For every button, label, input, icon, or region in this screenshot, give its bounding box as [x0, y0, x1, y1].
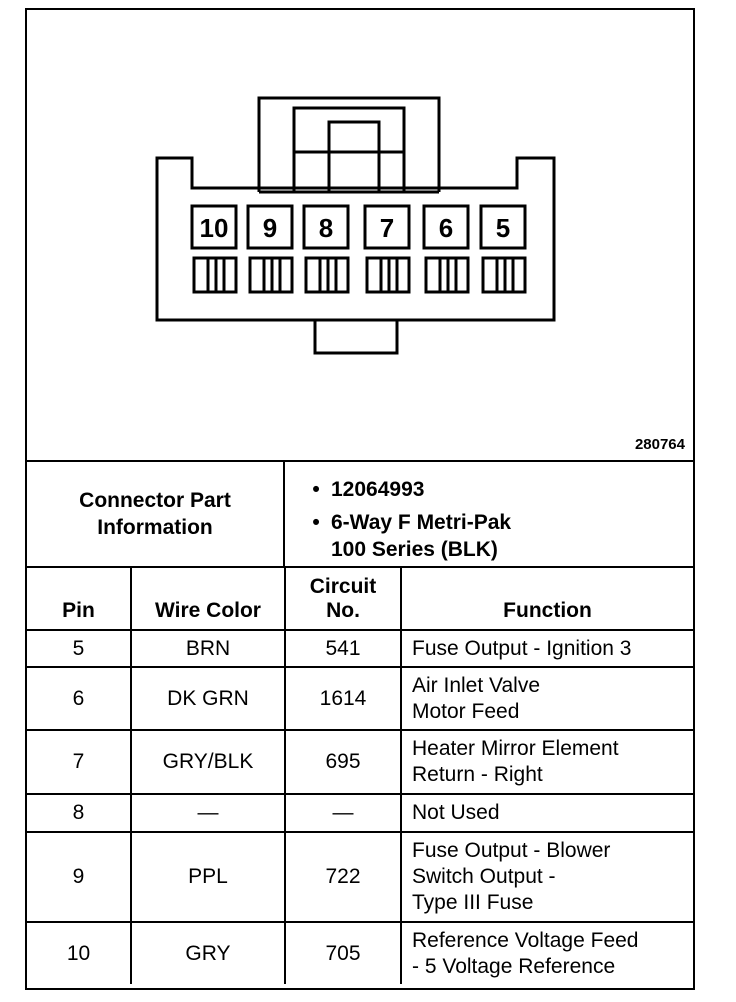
pin-cavity-10 — [192, 206, 236, 292]
circuit-cell: — — [285, 794, 401, 832]
pin-cell: 5 — [27, 630, 131, 667]
connector-info-values — [287, 476, 687, 569]
pin-cavity-6 — [424, 206, 468, 292]
wire-color-cell: DK GRN — [131, 667, 285, 730]
header-circuit: Circuit No. — [285, 568, 401, 630]
connector-diagram — [27, 10, 693, 462]
pin-label: 9 — [262, 213, 278, 243]
pin-table — [27, 568, 693, 984]
table-row — [27, 922, 693, 984]
pin-cavity-7 — [365, 206, 409, 292]
table-row — [27, 794, 693, 832]
function-cell: Heater Mirror Element Return - Right — [401, 730, 693, 794]
connector-part-info — [27, 462, 693, 568]
circuit-cell: 1614 — [285, 667, 401, 730]
table-row — [27, 832, 693, 922]
circuit-cell: 722 — [285, 832, 401, 922]
pin-label: 6 — [438, 213, 454, 243]
bullet-icon: • — [312, 478, 320, 501]
wire-color-cell: GRY/BLK — [131, 730, 285, 794]
pin-cell: 7 — [27, 730, 131, 794]
part-number: 12064993 — [331, 478, 425, 501]
part-number-item — [287, 476, 687, 503]
function-cell: Fuse Output - Blower Switch Output - Type III Fuse — [401, 832, 693, 922]
pin-label: 8 — [318, 213, 334, 243]
table-row — [27, 730, 693, 794]
pin-cell: 9 — [27, 832, 131, 922]
pin-cell: 10 — [27, 922, 131, 984]
connector-key — [315, 320, 397, 353]
circuit-cell: 541 — [285, 630, 401, 667]
header-wire-color: Wire Color — [131, 568, 285, 630]
connector-type: 6-Way F Metri-Pak 100 Series (BLK) — [331, 511, 512, 561]
bullet-icon: • — [312, 511, 320, 534]
pin-cavity-5 — [481, 206, 525, 292]
function-cell: Not Used — [401, 794, 693, 832]
table-header-row — [27, 568, 693, 630]
pin-label: 5 — [495, 213, 511, 243]
pin-label: 7 — [379, 213, 395, 243]
connector-latch — [259, 98, 439, 192]
function-cell: Fuse Output - Ignition 3 — [401, 630, 693, 667]
connector-sheet — [25, 8, 695, 990]
header-function: Function — [401, 568, 693, 630]
table-row — [27, 630, 693, 667]
circuit-cell: 695 — [285, 730, 401, 794]
function-cell: Air Inlet Valve Motor Feed — [401, 667, 693, 730]
circuit-cell: 705 — [285, 922, 401, 984]
wire-color-cell: PPL — [131, 832, 285, 922]
wire-color-cell: — — [131, 794, 285, 832]
pin-cavity-9 — [248, 206, 292, 292]
connector-info-label: Connector Part Information — [27, 462, 285, 566]
wire-color-cell: GRY — [131, 922, 285, 984]
table-row — [27, 667, 693, 730]
pin-cell: 8 — [27, 794, 131, 832]
drawing-number: 280764 — [634, 436, 685, 453]
pin-label: 10 — [199, 213, 229, 243]
pin-cavity-8 — [304, 206, 348, 292]
pin-cell: 6 — [27, 667, 131, 730]
connector-face-drawing — [27, 10, 693, 460]
function-cell: Reference Voltage Feed - 5 Voltage Reference — [401, 922, 693, 984]
wire-color-cell: BRN — [131, 630, 285, 667]
header-pin: Pin — [27, 568, 131, 630]
connector-type-item — [287, 509, 687, 563]
